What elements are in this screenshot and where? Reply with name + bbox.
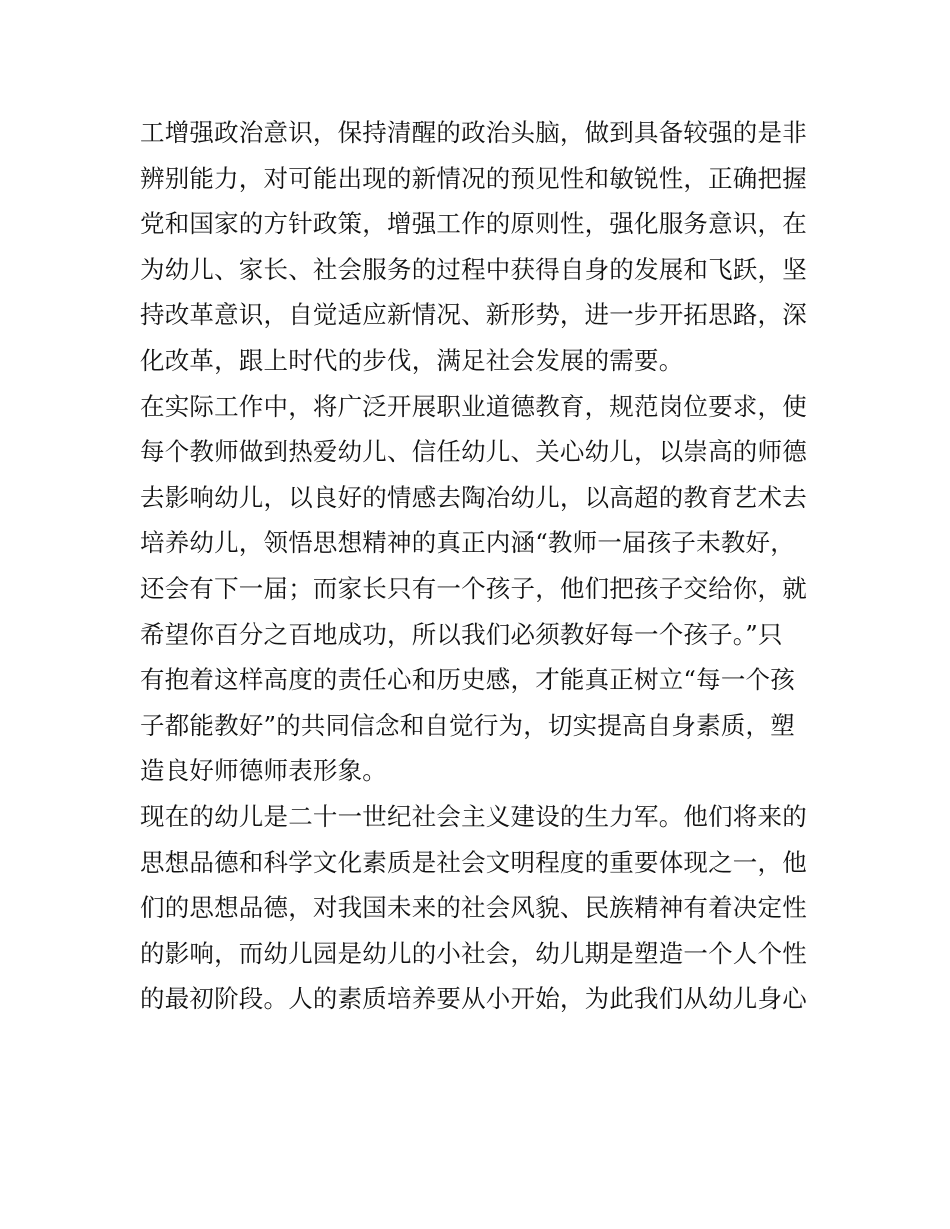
- text-line: 党和国家的方针政策，增强工作的原则性，强化服务意识，在: [140, 209, 807, 239]
- text-line: 去影响幼儿，以良好的情感去陶冶幼儿，以高超的教育艺术去: [140, 482, 807, 512]
- text-line: 为幼儿、家长、社会服务的过程中获得自身的发展和飞跃，坚: [140, 254, 807, 284]
- text-line: 希望你百分之百地成功，所以我们必须教好每一个孩子。”只: [140, 619, 783, 649]
- text-line: 们的思想品德，对我国未来的社会风貌、民族精神有着决定性: [140, 893, 807, 923]
- text-line: 辨别能力，对可能出现的新情况的预见性和敏锐性，正确把握: [140, 163, 807, 193]
- text-line: 培养幼儿，领悟思想精神的真正内涵“教师一届孩子未教好，: [140, 528, 795, 558]
- text-line: 的最初阶段。人的素质培养要从小开始，为此我们从幼儿身心: [140, 984, 807, 1014]
- text-line: 化改革，跟上时代的步伐，满足社会发展的需要。: [140, 345, 684, 375]
- text-line: 有抱着这样高度的责任心和历史感，才能真正树立“每一个孩: [140, 665, 795, 695]
- text-line: 的影响，而幼儿园是幼儿的小社会，幼儿期是塑造一个人个性: [140, 938, 807, 968]
- text-line: 思想品德和科学文化素质是社会文明程度的重要体现之一，他: [140, 847, 807, 877]
- text-line: 还会有下一届；而家长只有一个孩子，他们把孩子交给你，就: [140, 573, 807, 603]
- text-line: 子都能教好”的共同信念和自觉行为，切实提高自身素质，塑: [140, 710, 795, 740]
- text-line: 工增强政治意识，保持清醒的政治头脑，做到具备较强的是非: [140, 118, 807, 147]
- text-line: 现在的幼儿是二十一世纪社会主义建设的生力军。他们将来的: [140, 801, 807, 831]
- text-line: 持改革意识，自觉适应新情况、新形势，进一步开拓思路，深: [140, 300, 807, 330]
- document-body: [140, 110, 820, 1022]
- text-line: 每个教师做到热爱幼儿、信任幼儿、关心幼儿，以崇高的师德: [140, 437, 807, 467]
- text-line: 在实际工作中，将广泛开展职业道德教育，规范岗位要求，使: [140, 391, 807, 421]
- text-line: 造良好师德师表形象。: [140, 756, 387, 786]
